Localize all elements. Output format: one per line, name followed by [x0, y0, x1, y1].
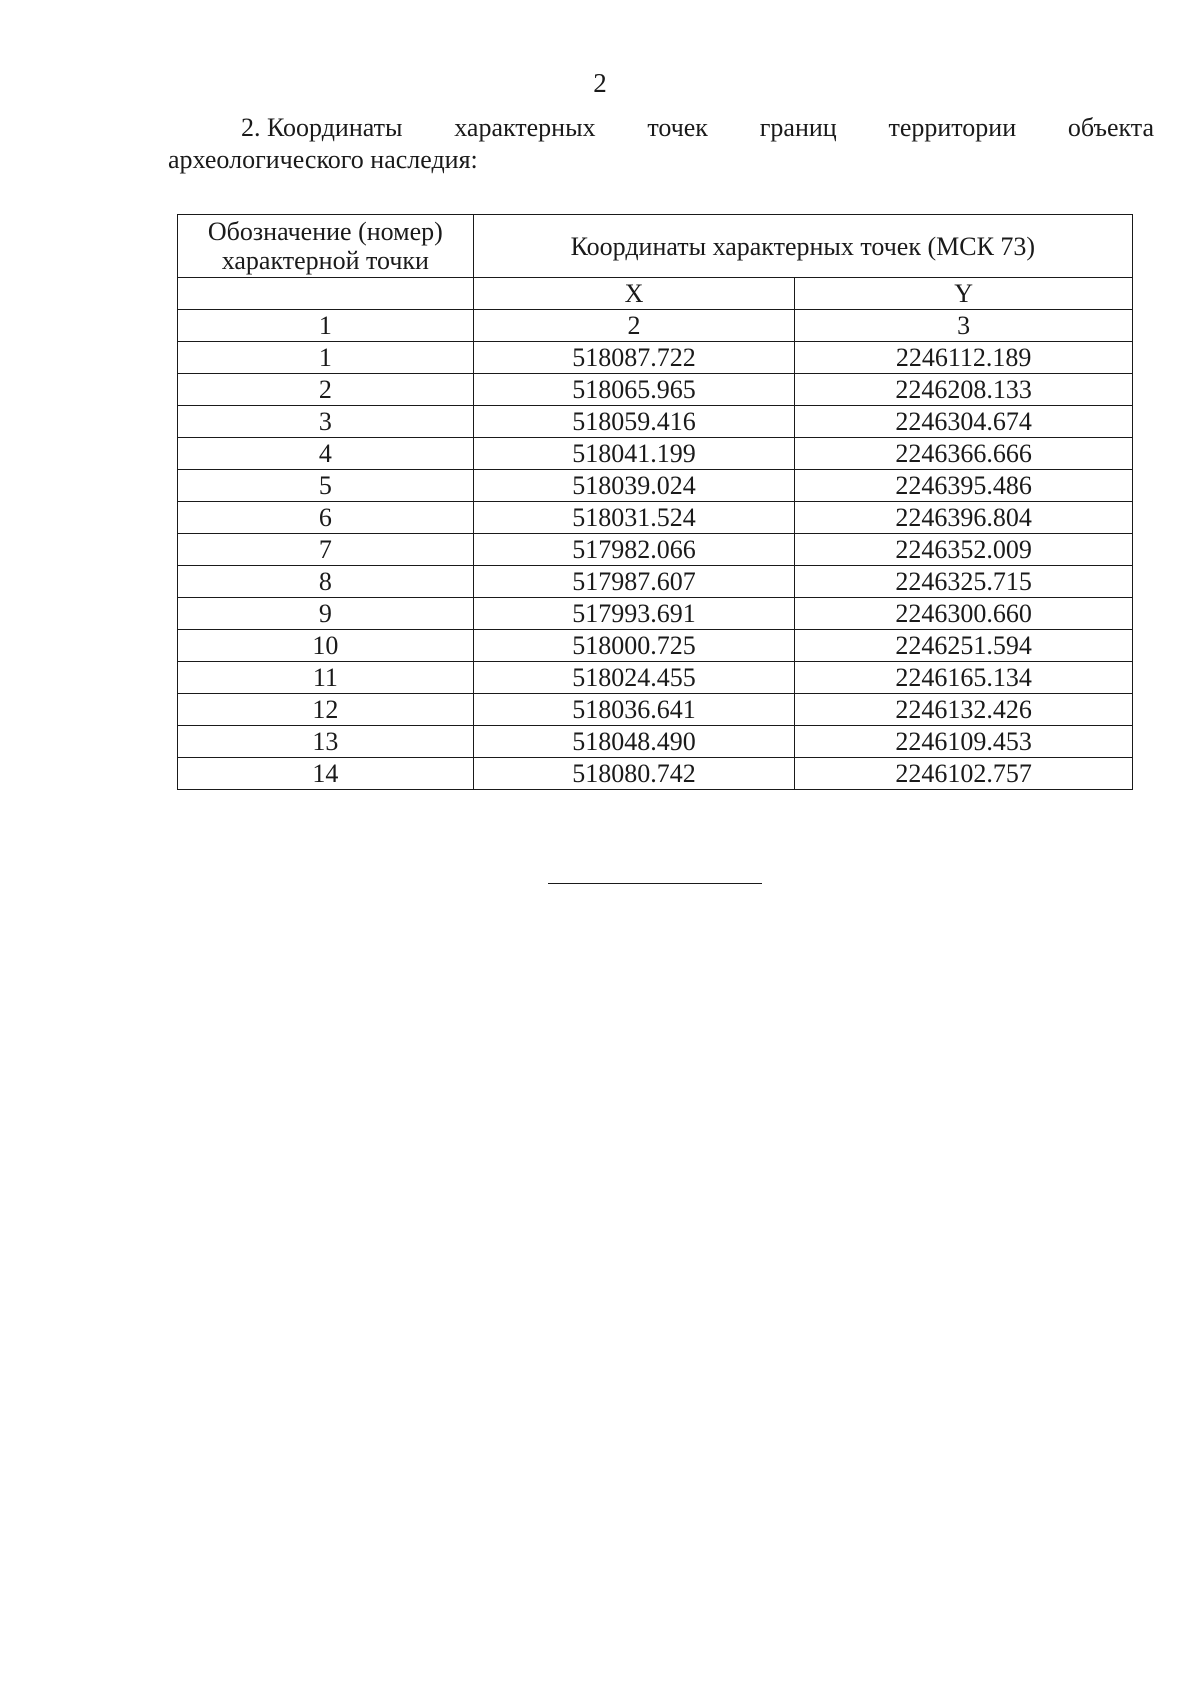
point-number-cell: 3 [178, 406, 474, 438]
point-number-cell: 6 [178, 502, 474, 534]
table-row [178, 630, 1133, 662]
x-coordinate-cell: 518087.722 [473, 342, 795, 374]
x-coordinate-cell: 518031.524 [473, 502, 795, 534]
x-coordinate-cell: 518024.455 [473, 662, 795, 694]
y-coordinate-cell: 2246395.486 [795, 470, 1133, 502]
y-coordinate-cell: 2246396.804 [795, 502, 1133, 534]
intro-word: 2. Координаты [241, 113, 403, 142]
point-number-cell: 5 [178, 470, 474, 502]
table-row [178, 534, 1133, 566]
point-number-cell: 12 [178, 694, 474, 726]
page-number: 2 [593, 68, 607, 98]
y-coordinate-cell: 2246251.594 [795, 630, 1133, 662]
y-coordinate-cell: 2246165.134 [795, 662, 1133, 694]
column-number: 3 [795, 310, 1133, 342]
column-number: 2 [473, 310, 795, 342]
table-row [178, 438, 1133, 470]
point-number-cell: 1 [178, 342, 474, 374]
x-coordinate-cell: 518039.024 [473, 470, 795, 502]
coordinates-table-body [178, 215, 1133, 790]
y-coordinate-cell: 2246112.189 [795, 342, 1133, 374]
x-coordinate-cell: 518080.742 [473, 758, 795, 790]
table-row [178, 502, 1133, 534]
header-y: Y [795, 278, 1133, 310]
y-coordinate-cell: 2246132.426 [795, 694, 1133, 726]
intro-line-2: археологического наследия: [168, 145, 478, 174]
x-coordinate-cell: 517993.691 [473, 598, 795, 630]
y-coordinate-cell: 2246304.674 [795, 406, 1133, 438]
point-number-cell: 11 [178, 662, 474, 694]
intro-paragraph [168, 112, 1154, 176]
end-rule [548, 883, 762, 884]
point-number-cell: 4 [178, 438, 474, 470]
intro-word: точек [647, 113, 708, 142]
point-number-cell: 10 [178, 630, 474, 662]
header-x: X [473, 278, 795, 310]
table-row [178, 694, 1133, 726]
point-number-cell: 13 [178, 726, 474, 758]
table-row [178, 566, 1133, 598]
table-row [178, 726, 1133, 758]
table-row [178, 662, 1133, 694]
table-subheader-row [178, 278, 1133, 310]
table-row [178, 470, 1133, 502]
header-coordinates: Координаты характерных точек (МСК 73) [473, 215, 1132, 278]
y-coordinate-cell: 2246109.453 [795, 726, 1133, 758]
column-number: 1 [178, 310, 474, 342]
header-point-designation: Обозначение (номер) характерной точки [178, 215, 474, 278]
x-coordinate-cell: 518048.490 [473, 726, 795, 758]
y-coordinate-cell: 2246102.757 [795, 758, 1133, 790]
y-coordinate-cell: 2246352.009 [795, 534, 1133, 566]
table-row [178, 406, 1133, 438]
intro-word: характерных [454, 113, 596, 142]
point-number-cell: 2 [178, 374, 474, 406]
x-coordinate-cell: 518059.416 [473, 406, 795, 438]
x-coordinate-cell: 518036.641 [473, 694, 795, 726]
coordinates-table [177, 214, 1133, 790]
x-coordinate-cell: 518000.725 [473, 630, 795, 662]
intro-word: объекта [1067, 113, 1154, 142]
point-number-cell: 7 [178, 534, 474, 566]
y-coordinate-cell: 2246366.666 [795, 438, 1133, 470]
point-number-cell: 14 [178, 758, 474, 790]
table-row [178, 374, 1133, 406]
y-coordinate-cell: 2246300.660 [795, 598, 1133, 630]
x-coordinate-cell: 518041.199 [473, 438, 795, 470]
point-number-cell: 9 [178, 598, 474, 630]
y-coordinate-cell: 2246325.715 [795, 566, 1133, 598]
column-number-row [178, 310, 1133, 342]
table-row [178, 758, 1133, 790]
x-coordinate-cell: 517987.607 [473, 566, 795, 598]
table-row [178, 342, 1133, 374]
table-header-row [178, 215, 1133, 278]
intro-word: границ [759, 113, 837, 142]
table-row [178, 598, 1133, 630]
x-coordinate-cell: 517982.066 [473, 534, 795, 566]
x-coordinate-cell: 518065.965 [473, 374, 795, 406]
intro-word: территории [888, 113, 1017, 142]
y-coordinate-cell: 2246208.133 [795, 374, 1133, 406]
point-number-cell: 8 [178, 566, 474, 598]
intro-line-1 [168, 112, 1154, 144]
header-empty-cell [178, 278, 474, 310]
